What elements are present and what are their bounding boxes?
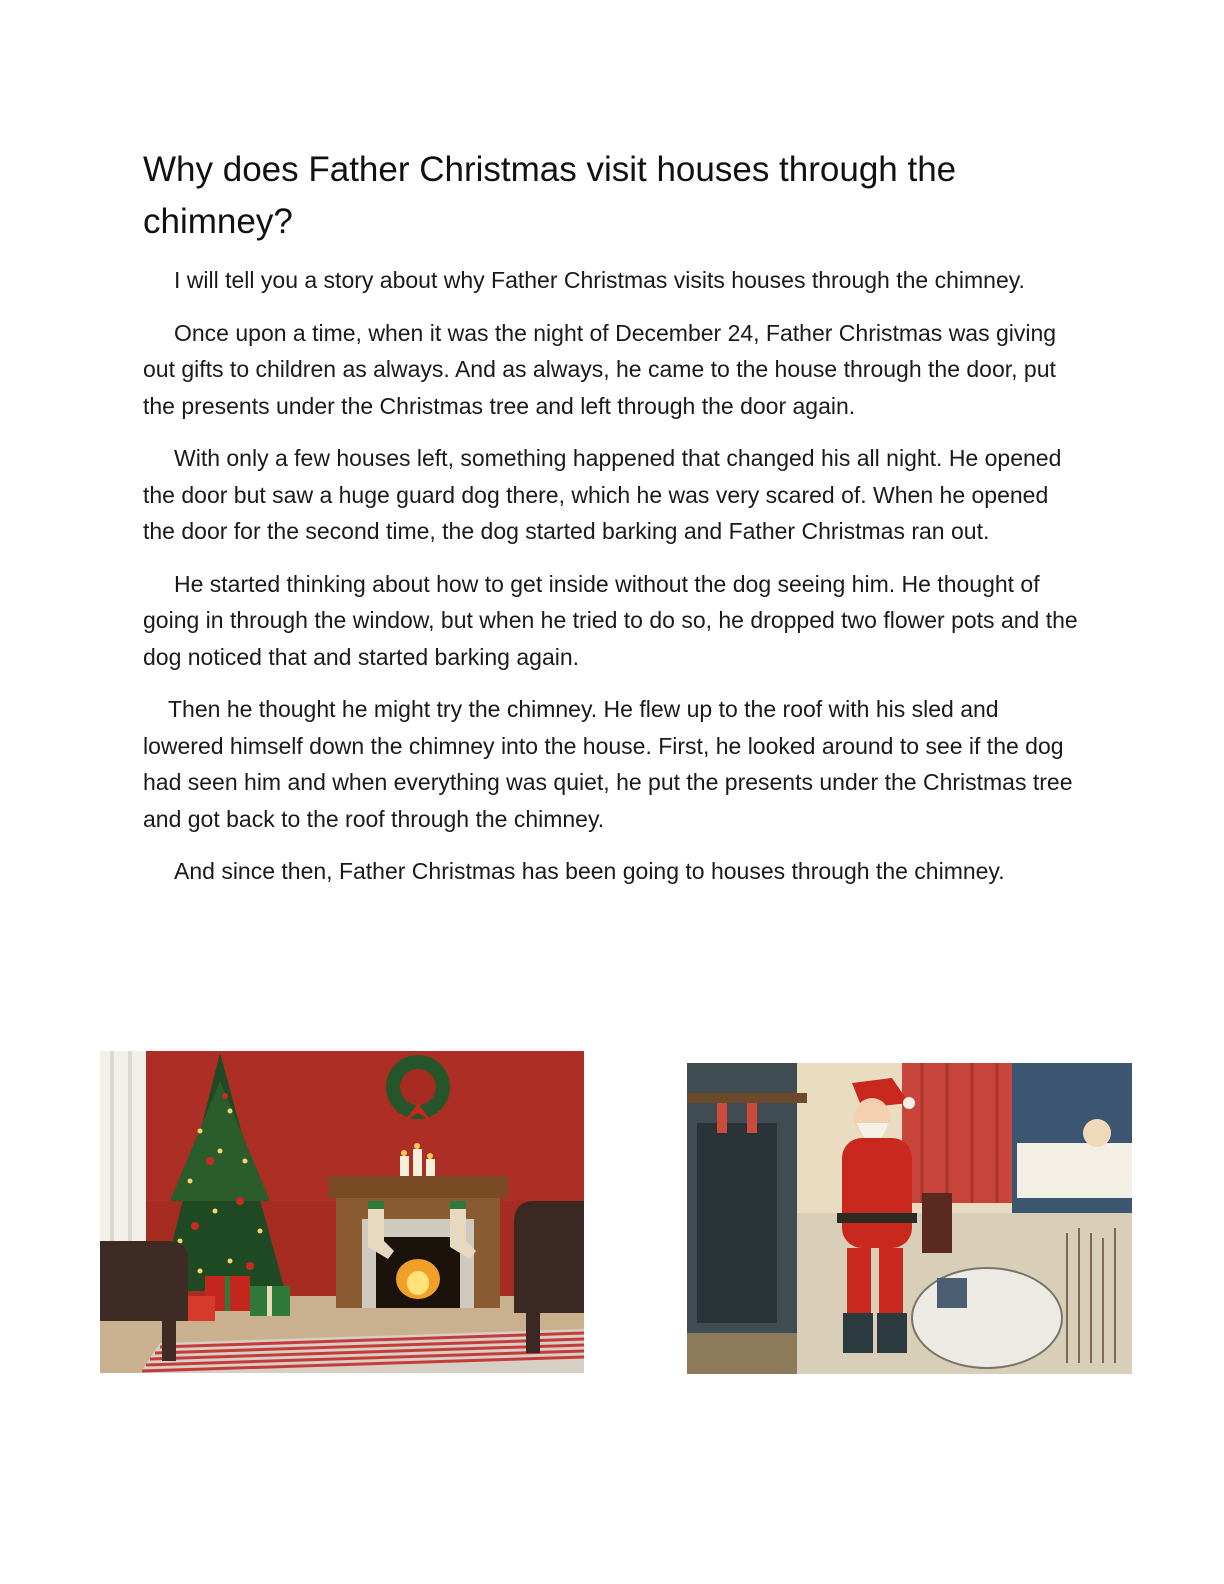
paragraph-text: With only a few houses left, something happened that changed his all night. He opened the door but saw a huge guard dog there, which he was very scared of. When he opened the door for the second time, the dog started barking and Father Christmas ran out.: [143, 445, 1062, 544]
paragraph: [143, 691, 1083, 837]
paragraph-text: I will tell you a story about why Father Christmas visits houses through the chimney.: [174, 267, 1025, 293]
paragraph: [143, 853, 1083, 890]
christmas-living-room-photo: [100, 1051, 584, 1373]
document-title: Why does Father Christmas visit houses through the chimney?: [143, 150, 957, 241]
paragraph-text: He started thinking about how to get inside without the dog seeing him. He thought of going in through the window, but when he tried to do so, he dropped two flower pots and the dog noticed that and started barking again.: [143, 570, 1078, 670]
paragraph: [143, 440, 1083, 550]
paragraph: [143, 315, 1083, 425]
paragraph-text: Once upon a time, when it was the night of December 24, Father Christmas was giving out gifts to children as always. And as always, he came to the house through the door, put the presents under the Christmas tree and left through the door again.: [143, 319, 1057, 419]
paragraph: [143, 566, 1083, 676]
paragraph: [143, 262, 1083, 299]
story-body: [143, 262, 1083, 906]
santa-illustration: [687, 1063, 1132, 1374]
vintage-santa-illustration: [687, 1063, 1132, 1374]
paragraph-text: And since then, Father Christmas has been going to houses through the chimney.: [174, 858, 1005, 884]
paragraph-text: Then he thought he might try the chimney. He flew up to the roof with his sled and lowered himself down the chimney into the house. First, he looked around to see if the dog had seen him and when everything was quiet, he put the presents under the Christmas tree and got back to the roof through the chimney.: [143, 696, 1073, 832]
room-illustration: [100, 1051, 584, 1373]
